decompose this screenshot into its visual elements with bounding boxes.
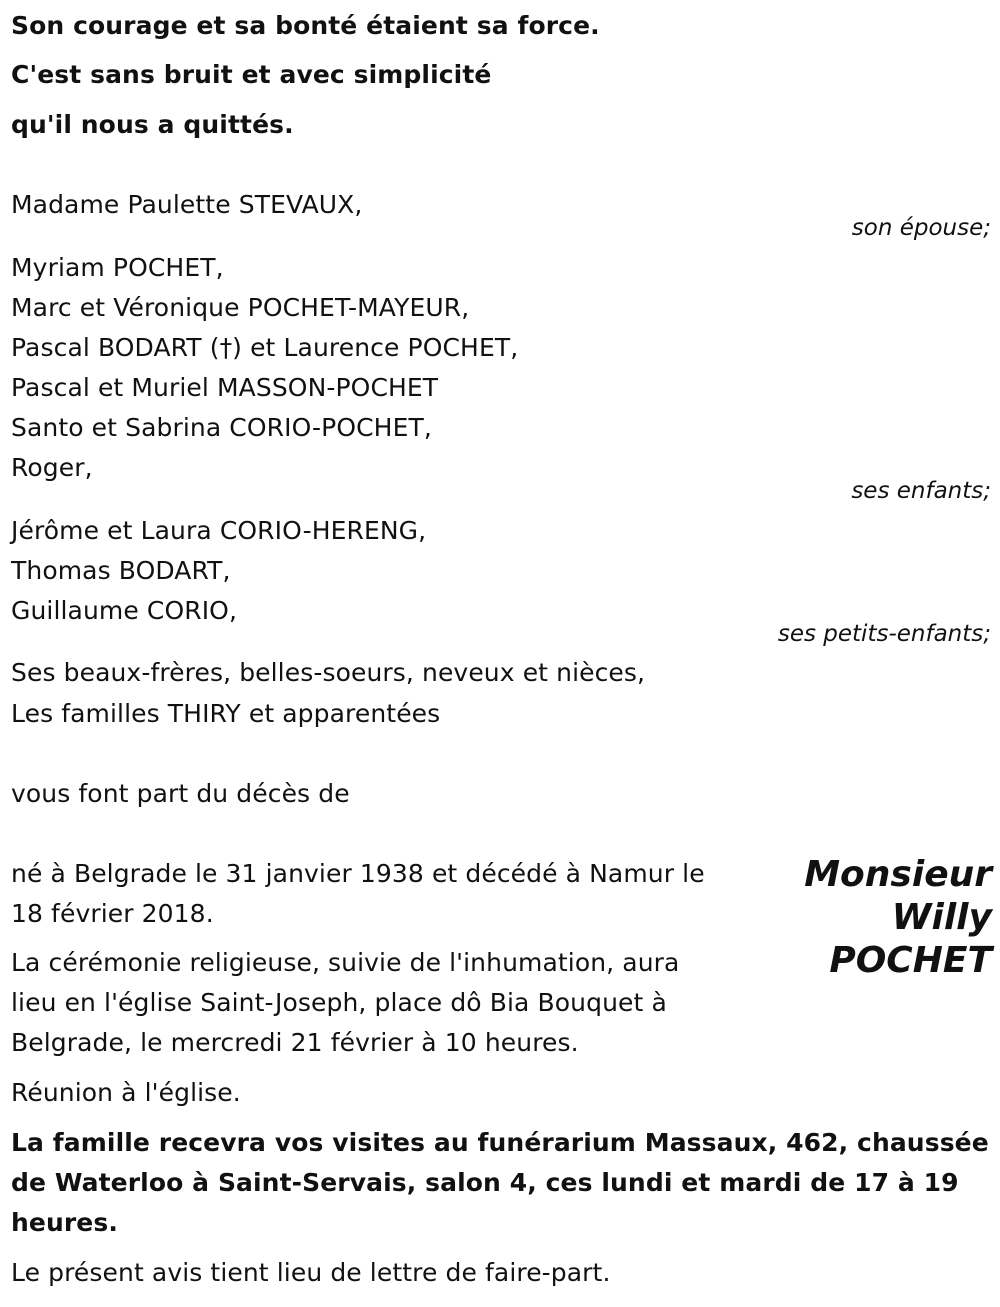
closing-note: Le présent avis tient lieu de lettre de faire-part. bbox=[11, 1258, 611, 1287]
grandchildren-role: ses petits-enfants; bbox=[777, 621, 991, 647]
grandchild-name-1: Jérôme et Laura CORIO-HERENG, bbox=[11, 516, 427, 545]
visits-line-3: heures. bbox=[11, 1208, 118, 1237]
child-name-1: Myriam POCHET, bbox=[11, 253, 224, 282]
family-line-1: Ses beaux-frères, belles-soeurs, neveux et nièces, bbox=[11, 658, 646, 687]
deceased-first-name: Willy bbox=[891, 897, 992, 938]
child-name-6: Roger, bbox=[11, 453, 93, 482]
family-line-2: Les familles THIRY et apparentées bbox=[11, 699, 441, 728]
ceremony-line-3: Belgrade, le mercredi 21 février à 10 heures. bbox=[11, 1028, 579, 1057]
intro-line-2: C'est sans bruit et avec simplicité bbox=[11, 60, 492, 89]
child-name-2: Marc et Véronique POCHET-MAYEUR, bbox=[11, 293, 470, 322]
children-role: ses enfants; bbox=[851, 478, 991, 504]
birth-death-line-2: 18 février 2018. bbox=[11, 899, 214, 928]
visits-line-1: La famille recevra vos visites au funérarium Massaux, 462, chaussée bbox=[11, 1128, 989, 1157]
ceremony-line-2: lieu en l'église Saint-Joseph, place dô Bia Bouquet à bbox=[11, 988, 667, 1017]
ceremony-line-1: La cérémonie religieuse, suivie de l'inhumation, aura bbox=[11, 948, 680, 977]
grandchild-name-3: Guillaume CORIO, bbox=[11, 596, 238, 625]
spouse-role: son épouse; bbox=[851, 215, 991, 241]
intro-line-1: Son courage et sa bonté étaient sa force. bbox=[11, 11, 600, 40]
deceased-last-name: POCHET bbox=[829, 940, 992, 981]
intro-line-3: qu'il nous a quittés. bbox=[11, 110, 294, 139]
visits-line-2: de Waterloo à Saint-Servais, salon 4, ces lundi et mardi de 17 à 19 bbox=[11, 1168, 959, 1197]
meeting-note: Réunion à l'église. bbox=[11, 1078, 241, 1107]
spouse-name: Madame Paulette STEVAUX, bbox=[11, 190, 363, 219]
grandchild-name-2: Thomas BODART, bbox=[11, 556, 231, 585]
birth-death-line-1: né à Belgrade le 31 janvier 1938 et décédé à Namur le bbox=[11, 859, 705, 888]
child-name-5: Santo et Sabrina CORIO-POCHET, bbox=[11, 413, 432, 442]
announcement: vous font part du décès de bbox=[11, 779, 350, 808]
deceased-title: Monsieur bbox=[804, 854, 992, 895]
deceased-name bbox=[804, 853, 992, 982]
child-name-3: Pascal BODART (†) et Laurence POCHET, bbox=[11, 333, 519, 362]
child-name-4: Pascal et Muriel MASSON-POCHET bbox=[11, 373, 439, 402]
